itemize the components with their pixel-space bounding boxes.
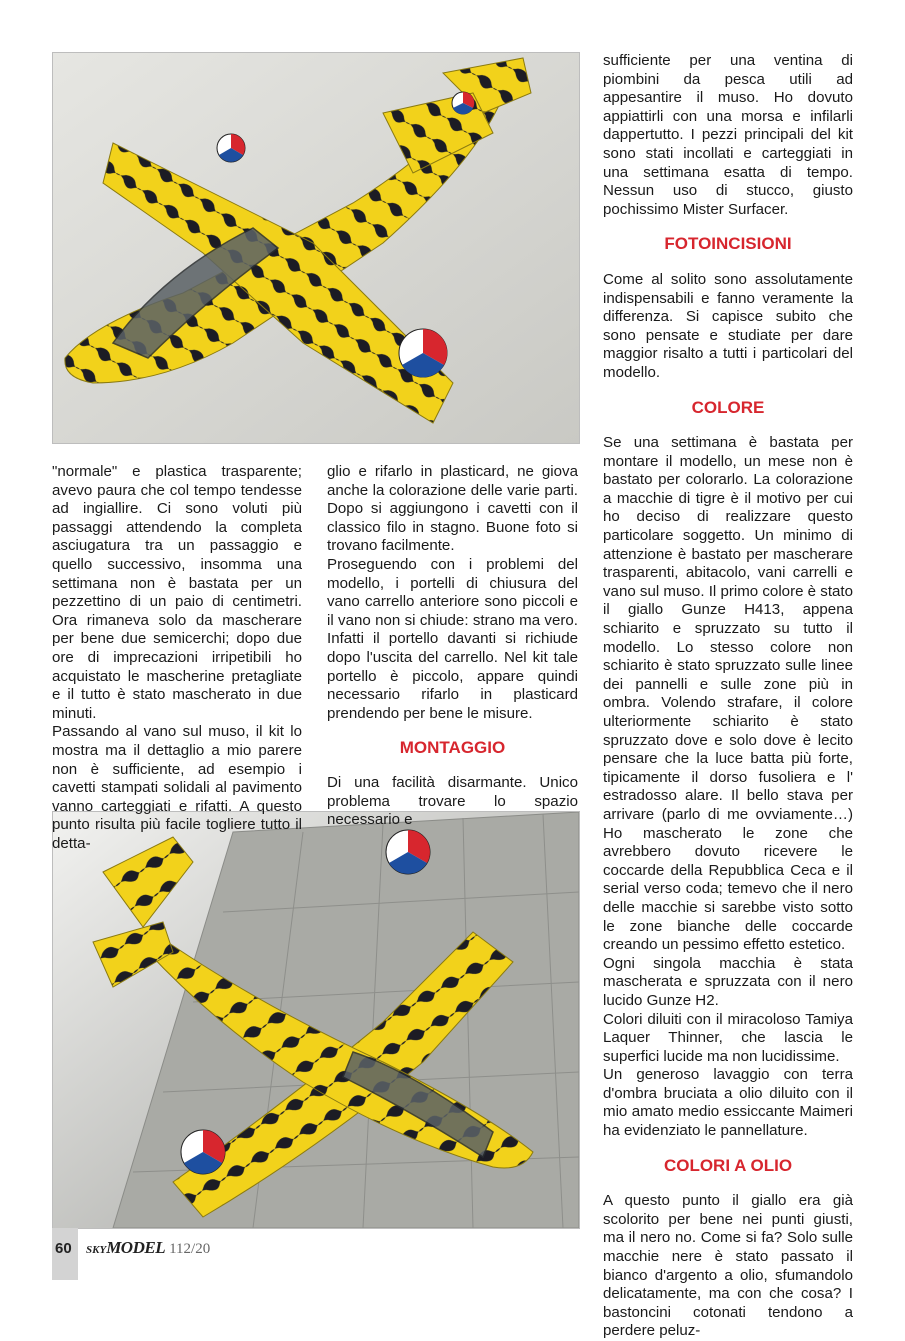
magazine-name: MODEL	[106, 1238, 166, 1257]
montaggio-heading: MONTAGGIO	[399, 738, 506, 758]
fotoincisioni-paragraph: Come al solito sono assolutamente indispensabili e fanno veramente la differenza. Si capisce subito che sono pensate e studiate per dare maggior risalto a tutti i particolari del modello.	[603, 270, 853, 381]
middle-paragraph-1: glio e rifarlo in plasticard, ne giova anche la colorazione delle varie parti. Dopo si aggiungono i cavetti con il classico filo in stagno. Buone foto si trovano facilmente.	[327, 463, 578, 555]
bottom-aircraft-illustration	[53, 812, 579, 1228]
bottom-photo	[52, 811, 580, 1229]
magazine-logo	[86, 1238, 210, 1258]
colori-a-olio-paragraph: A questo punto il giallo era già scolorito per bene nei punti giusti, ma il nero no. Come si fa? Solo sulle macchie nere è stato passato il bianco d'argento a olio, sfumandolo delicatamente, ma con che cosa? I bastoncini cotonati tendono a perdere peluz-	[603, 1192, 853, 1340]
page-number: 60	[55, 1240, 72, 1257]
colore-paragraph-4: Un generoso lavaggio con terra d'ombra bruciata a olio diluito con il mio amato medio essiccante Maimeri ha evidenziato le pannellature.	[603, 1066, 853, 1140]
right-column	[603, 52, 853, 1341]
roundel-icon	[181, 1130, 225, 1174]
colore-paragraph-2: Ogni singola macchia è stata mascherata e spruzzata con il nero lucido Gunze H2.	[603, 954, 853, 1009]
roundel-icon	[452, 92, 474, 114]
magazine-prefix: SKY	[86, 1244, 107, 1256]
montaggio-paragraph: Di una facilità disarmante. Unico problema trovare lo spazio necessario e	[327, 773, 578, 829]
roundel-icon	[399, 329, 447, 377]
colore-paragraph-3: Colori diluiti con il miracoloso Tamiya Laquer Thinner, che lascia le superfici lucide ma non lucidissime.	[603, 1010, 853, 1065]
colore-heading: COLORE	[691, 397, 765, 417]
roundel-icon	[217, 134, 245, 162]
middle-paragraph-2: Proseguendo con i problemi del modello, i portelli di chiusura del vano carrello anteriore sono piccoli e il vano non si chiude: strano ma vero. Infatti il portello davanti si richiude dopo l'uscita del carrello. Nel kit tale portello è piccolo, appare quindi necessario rifarlo in plasticard prendendo per bene le misure.	[327, 555, 578, 722]
issue-number: 112/20	[169, 1241, 211, 1257]
right-intro-paragraph: sufficiente per una ventina di piombini da pesca utili ad appesantire il muso. Ho dovuto appiattirli con una morsa e infilarli dappertutto. I pezzi principali del kit sono stati incollati e carteggiati in una settimana esatta di tempo. Nessun uso di stucco, giusto pochissimo Mister Surfacer.	[603, 52, 853, 218]
roundel-icon	[386, 830, 430, 874]
left-paragraph-2: Passando al vano sul muso, il kit lo mostra ma il dettaglio a mio parere non è sufficiente, ad esempio i cavetti stampati solidali al pavimento vanno carteggiati e rifatti. A questo punto risulta più facile togliere tutto il detta-	[52, 723, 302, 852]
top-photo	[52, 52, 580, 444]
left-column	[52, 463, 302, 853]
top-aircraft-illustration	[53, 53, 579, 443]
left-paragraph-1: "normale" e plastica trasparente; avevo paura che col tempo tendesse ad ingiallire. Ci sono voluti più passaggi attendendo la completa asciugatura tra un passaggio e quello successivo, insomma una settimana non è bastata per un pezzettino di un paio di centimetri. Ora rimaneva solo da mascherare per bene due semicerchi; dopo due ore di imprecazioni irripetibili ho acquistato le mascherine pretagliate e il tutto è stato mascherato in due minuti.	[52, 463, 302, 722]
middle-column	[327, 463, 578, 830]
fotoincisioni-heading: FOTOINCISIONI	[664, 234, 792, 254]
colore-paragraph-1: Se una settimana è bastata per montare il modello, un mese non è bastato per colorarlo. La colorazione a macchie di tigre è il motivo per cui ho deciso di realizzare questo particolare soggetto. Un minimo di attenzione è bastato per mascherare trasparenti, abitacolo, vani carrelli e vano sul muso. Il primo colore è stato il giallo Gunze H413, appena schiarito e spruzzato su tutto il modello. Lo stesso colore non schiarito è stato spruzzato sulle linee dei pannelli e sulle zone più in ombra. Volendo strafare, il colore ulteriormente schiarito è stato spruzzato dove e solo dove è lecito pensare che la luce batta più forte, tipicamente il dorso fusoliera e l' estradosso alare. Il bello stava per arrivare (parlo di me ovviamente…) Ho mascherato le zone che avrebbero dovuto ricevere le coccarde della Repubblica Ceca e il serial verso coda; temevo che il nero delle macchie si sarebbe visto sotto le zone bianche delle coccarde creando un pessimo effetto estetico.	[603, 434, 853, 954]
colori-a-olio-heading: COLORI A OLIO	[663, 1155, 793, 1175]
